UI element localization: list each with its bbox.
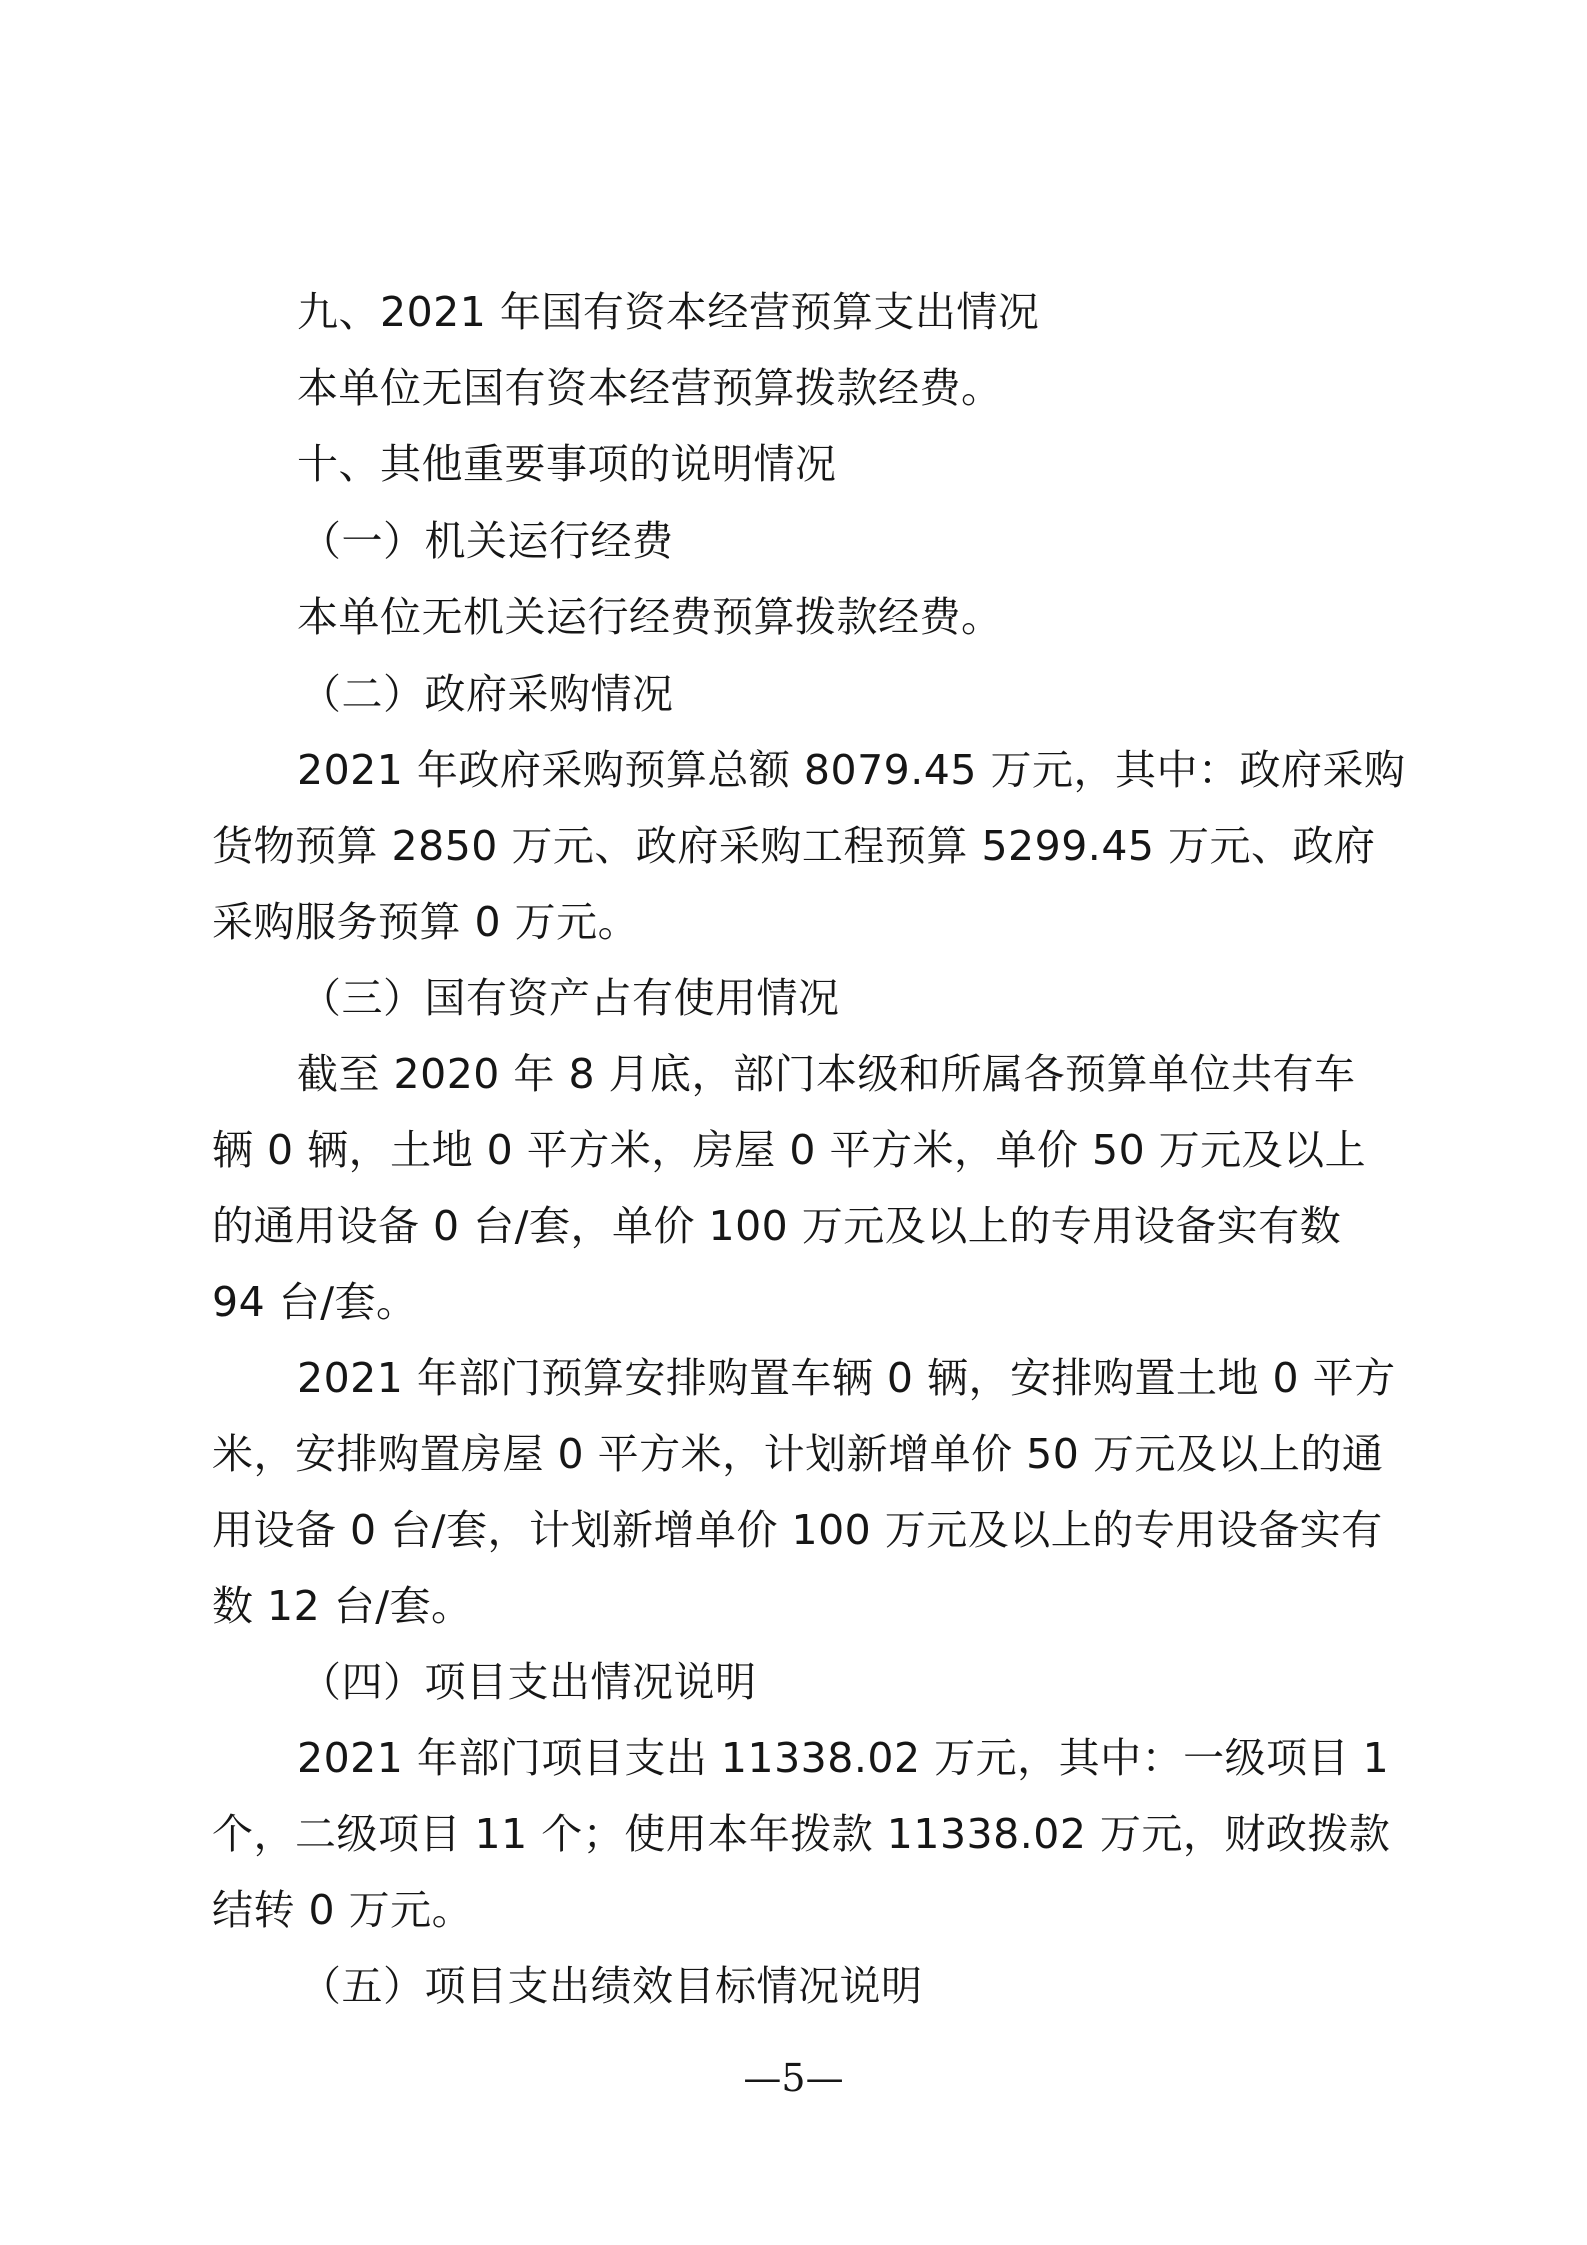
section-9-heading: 九、2021 年国有资本经营预算支出情况: [297, 288, 1040, 336]
subsection-3-body-line: 辆 0 辆，土地 0 平方米，房屋 0 平方米，单价 50 万元及以上: [212, 1126, 1367, 1174]
section-10-heading: 十、其他重要事项的说明情况: [297, 440, 837, 488]
subsection-4-body-line: 个，二级项目 11 个；使用本年拨款 11338.02 万元，财政拨款: [212, 1810, 1391, 1858]
subsection-3-body2-line: 用设备 0 台/套，计划新增单价 100 万元及以上的专用设备实有: [212, 1506, 1383, 1554]
subsection-5-heading: （五）项目支出绩效目标情况说明: [300, 1962, 923, 2010]
subsection-3-heading: （三）国有资产占有使用情况: [300, 974, 840, 1022]
subsection-4-heading: （四）项目支出情况说明: [300, 1658, 757, 1706]
subsection-3-body-line: 94 台/套。: [212, 1278, 418, 1326]
subsection-1-heading: （一）机关运行经费: [300, 517, 674, 565]
subsection-4-body-line: 2021 年部门项目支出 11338.02 万元，其中：一级项目 1: [297, 1734, 1390, 1782]
subsection-3-body-line: 截至 2020 年 8 月底，部门本级和所属各预算单位共有车: [297, 1050, 1356, 1098]
section-9-body: 本单位无国有资本经营预算拨款经费。: [297, 364, 1003, 412]
subsection-1-body: 本单位无机关运行经费预算拨款经费。: [297, 593, 1003, 641]
subsection-3-body-line: 的通用设备 0 台/套，单价 100 万元及以上的专用设备实有数: [212, 1202, 1342, 1250]
subsection-3-body2-line: 米，安排购置房屋 0 平方米，计划新增单价 50 万元及以上的通: [212, 1430, 1384, 1478]
subsection-2-heading: （二）政府采购情况: [300, 670, 674, 718]
subsection-3-body2-line: 数 12 台/套。: [212, 1582, 473, 1630]
subsection-2-body-line: 采购服务预算 0 万元。: [212, 898, 640, 946]
subsection-3-body2-line: 2021 年部门预算安排购置车辆 0 辆，安排购置土地 0 平方: [297, 1354, 1396, 1402]
page-number: —5—: [743, 2056, 844, 2100]
subsection-2-body-line: 货物预算 2850 万元、政府采购工程预算 5299.45 万元、政府: [212, 822, 1376, 870]
subsection-4-body-line: 结转 0 万元。: [212, 1886, 474, 1934]
subsection-2-body-line: 2021 年政府采购预算总额 8079.45 万元，其中：政府采购: [297, 746, 1406, 794]
